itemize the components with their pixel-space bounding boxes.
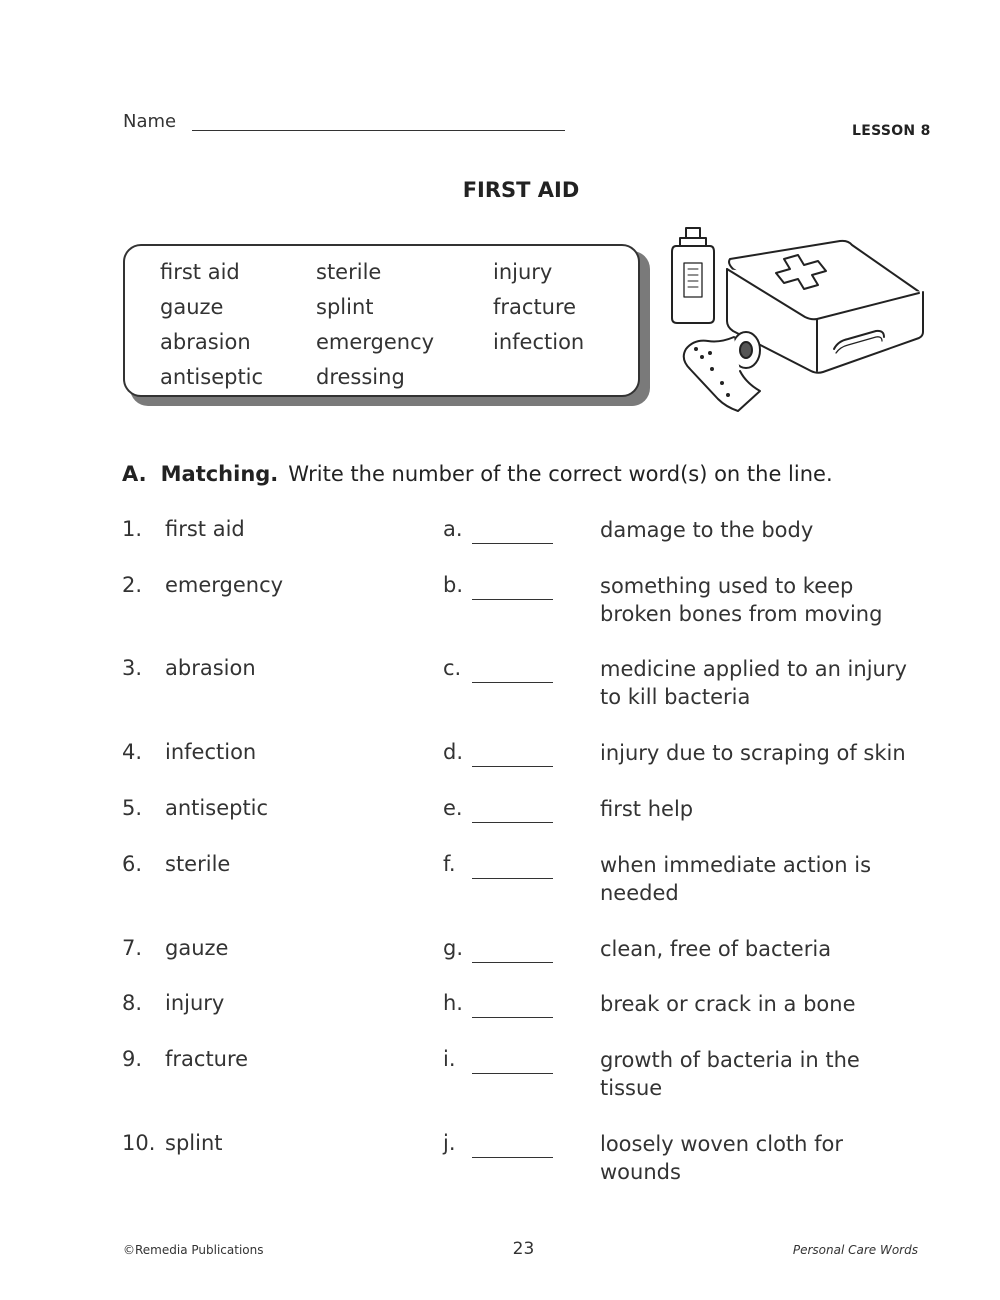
- term-number: 3.: [122, 656, 143, 680]
- answer-blank[interactable]: [472, 1073, 553, 1074]
- term-word: injury: [165, 991, 225, 1015]
- term-word: sterile: [165, 852, 231, 876]
- page-number: 23: [512, 1239, 535, 1259]
- definition-letter: g.: [443, 936, 464, 960]
- term-number: 4.: [122, 740, 143, 764]
- term-number: 6.: [122, 852, 143, 876]
- definition-text: growth of bacteria in the tissue: [600, 1048, 860, 1100]
- word-bank-item: first aid: [160, 260, 240, 284]
- answer-blank[interactable]: [472, 766, 553, 767]
- term-word: emergency: [165, 573, 284, 597]
- definition-letter: e.: [443, 796, 463, 820]
- term-number: 5.: [122, 796, 143, 820]
- answer-blank[interactable]: [472, 1017, 553, 1018]
- definition-text: first help: [600, 797, 694, 821]
- word-bank-item: infection: [493, 330, 585, 354]
- definition-text: loosely woven cloth for wounds: [600, 1132, 844, 1184]
- definition-text: break or crack in a bone: [600, 992, 856, 1016]
- term-word: gauze: [165, 936, 229, 960]
- term-word: infection: [165, 740, 257, 764]
- definition-text: clean, free of bacteria: [600, 937, 832, 961]
- definition-letter: a.: [443, 517, 463, 541]
- word-bank-item: splint: [316, 295, 374, 319]
- term-number: 9.: [122, 1047, 143, 1071]
- answer-blank[interactable]: [472, 543, 553, 544]
- term-number: 2.: [122, 573, 143, 597]
- definition-letter: d.: [443, 740, 464, 764]
- word-bank-item: sterile: [316, 260, 382, 284]
- definition-text: when immediate action is needed: [600, 853, 872, 905]
- definition-text: medicine applied to an injury to kill bacteria: [600, 657, 907, 709]
- term-number: 10.: [122, 1131, 156, 1155]
- definition-text: damage to the body: [600, 518, 814, 542]
- word-bank-item: antiseptic: [160, 365, 264, 389]
- lesson-label: LESSON 8: [852, 123, 931, 139]
- definition-letter: f.: [443, 852, 456, 876]
- term-word: fracture: [165, 1047, 249, 1071]
- word-bank-item: emergency: [316, 330, 435, 354]
- definition-letter: c.: [443, 656, 462, 680]
- answer-blank[interactable]: [472, 1157, 553, 1158]
- word-bank-item: dressing: [316, 365, 405, 389]
- definition-letter: i.: [443, 1047, 456, 1071]
- section-a-letter: A.: [122, 462, 147, 486]
- section-a-instruction: [122, 462, 833, 486]
- footer-publisher: ©Remedia Publications: [123, 1243, 264, 1257]
- word-bank-item: injury: [493, 260, 553, 284]
- term-word: splint: [165, 1131, 223, 1155]
- page-title: FIRST AID: [462, 178, 580, 202]
- answer-blank[interactable]: [472, 878, 553, 879]
- term-word: first aid: [165, 517, 245, 541]
- definition-letter: b.: [443, 573, 464, 597]
- section-a-heading: Matching.: [160, 462, 279, 486]
- term-word: abrasion: [165, 656, 256, 680]
- word-bank-item: fracture: [493, 295, 577, 319]
- term-number: 1.: [122, 517, 143, 541]
- answer-blank[interactable]: [472, 822, 553, 823]
- word-bank-item: abrasion: [160, 330, 251, 354]
- definition-text: something used to keep broken bones from moving: [600, 574, 883, 626]
- definition-letter: j.: [443, 1131, 456, 1155]
- first-aid-kit-icon: [666, 225, 926, 425]
- term-number: 8.: [122, 991, 143, 1015]
- answer-blank[interactable]: [472, 599, 553, 600]
- word-bank-item: gauze: [160, 295, 224, 319]
- definition-letter: h.: [443, 991, 463, 1015]
- name-label: Name: [123, 111, 177, 132]
- word-bank: [123, 244, 640, 397]
- name-line[interactable]: [192, 130, 565, 131]
- answer-blank[interactable]: [472, 682, 553, 683]
- answer-blank[interactable]: [472, 962, 553, 963]
- term-word: antiseptic: [165, 796, 269, 820]
- definition-text: injury due to scraping of skin: [600, 741, 906, 765]
- term-number: 7.: [122, 936, 143, 960]
- footer-series: Personal Care Words: [792, 1243, 918, 1257]
- section-a-text: Write the number of the correct word(s) on the line.: [288, 462, 833, 486]
